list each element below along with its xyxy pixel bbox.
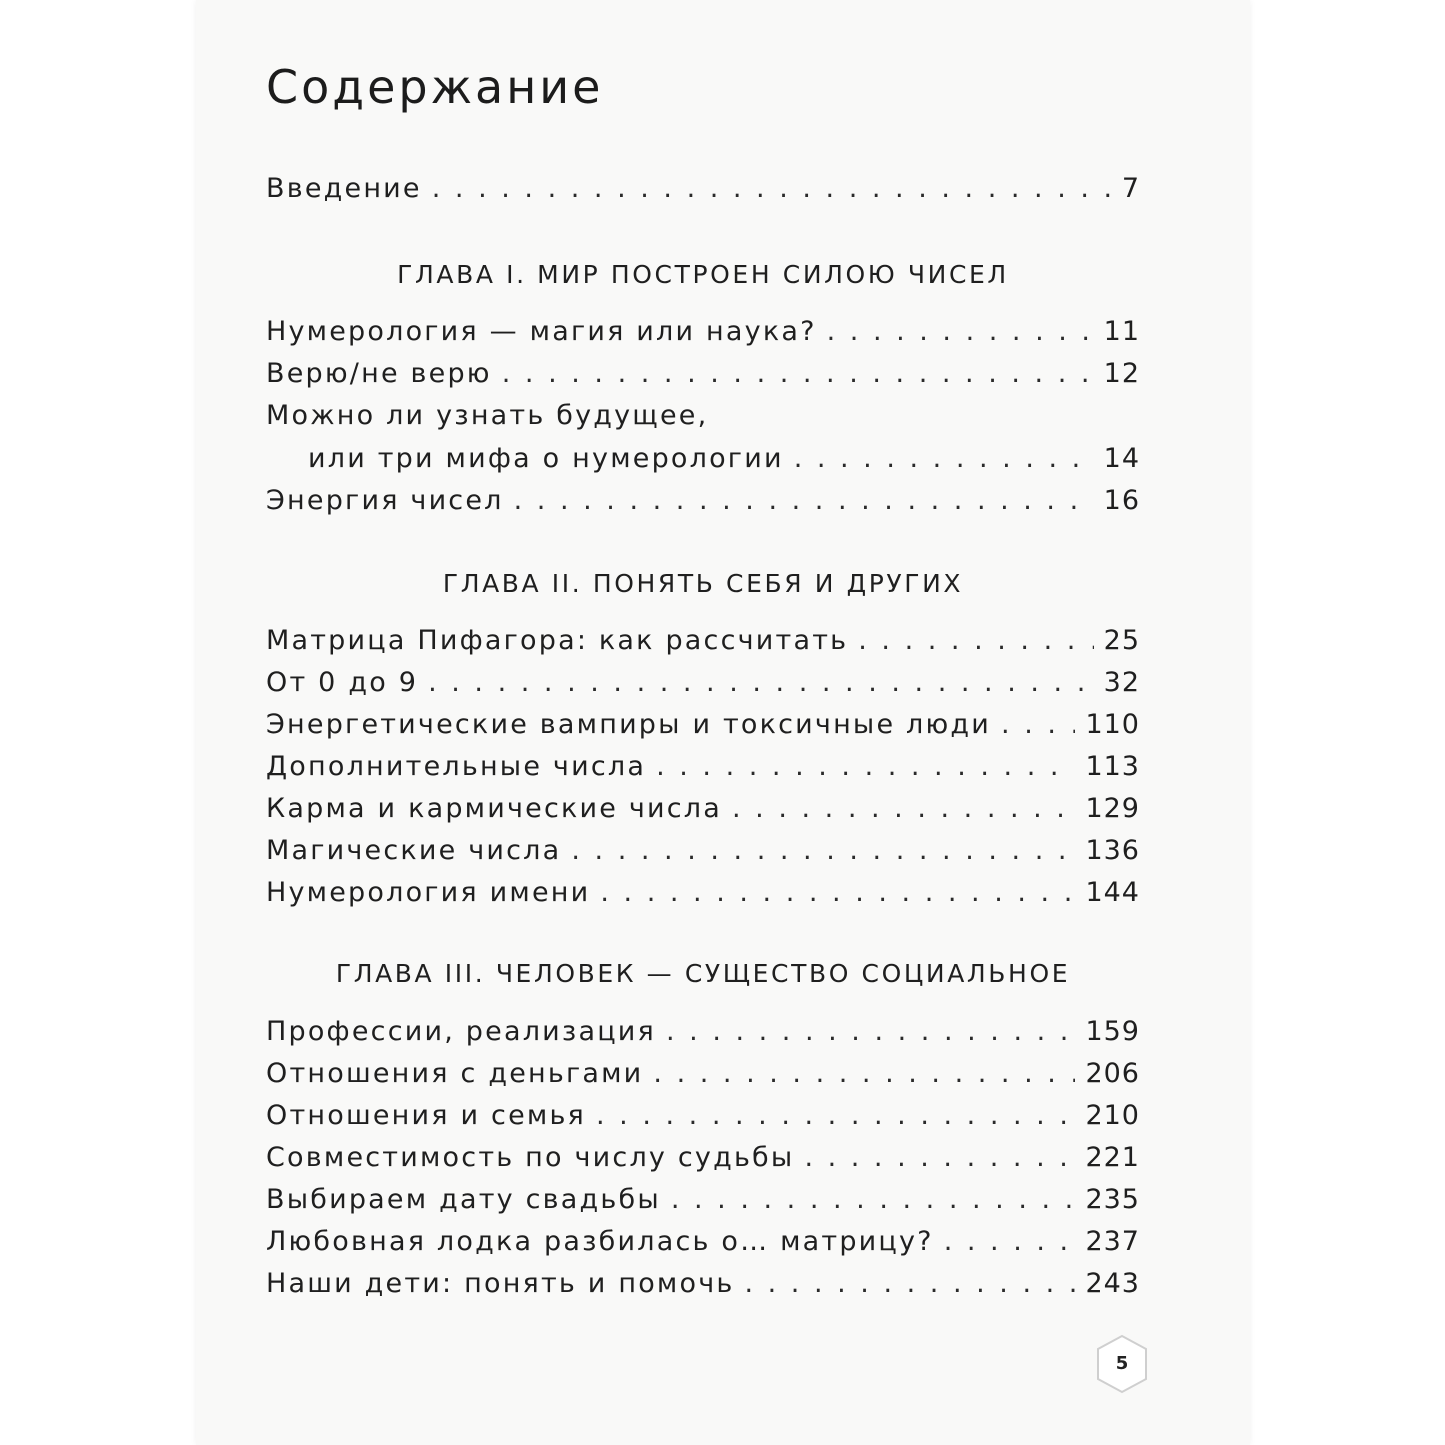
toc-entry-page: 206	[1085, 1058, 1140, 1089]
dot-leader	[944, 1226, 1076, 1257]
toc-entry-label: Магические числа	[266, 835, 562, 866]
toc-entry	[266, 1226, 1140, 1266]
toc-entry-label: От 0 до 9	[266, 667, 419, 698]
toc-entry-page: 159	[1085, 1016, 1140, 1047]
toc-entry-page: 235	[1085, 1184, 1140, 1215]
toc-entry-page: 113	[1085, 751, 1140, 782]
toc-entry	[266, 793, 1140, 833]
toc-entry-page: 129	[1085, 793, 1140, 824]
toc-entry-label: Нумерология — магия или наука?	[266, 316, 817, 347]
chapter-heading-3: ГЛАВА III. ЧЕЛОВЕК — СУЩЕСТВО СОЦИАЛЬНОЕ	[335, 959, 1071, 988]
toc-entry-page: 221	[1085, 1142, 1140, 1173]
toc-entry-label: Выбираем дату свадьбы	[266, 1184, 661, 1215]
toc-entry	[266, 400, 1140, 440]
toc-entry-label: Любовная лодка разбилась о… матрицу?	[266, 1226, 934, 1257]
dot-leader	[432, 173, 1112, 204]
toc-entry-label: Совместимость по числу судьбы	[266, 1142, 795, 1173]
toc-entry-label: Энергетические вампиры и токсичные люди	[266, 709, 992, 740]
book-page	[196, 0, 1250, 1445]
dot-leader	[744, 1268, 1075, 1299]
toc-entry-page: 237	[1085, 1226, 1140, 1257]
toc-entry	[266, 1100, 1140, 1140]
toc-entry	[266, 358, 1140, 398]
dot-leader	[656, 751, 1075, 782]
dot-leader	[858, 625, 1093, 656]
toc-entry	[266, 1184, 1140, 1224]
toc-entry-page: 210	[1085, 1100, 1140, 1131]
dot-leader	[1001, 709, 1075, 740]
toc-entry	[266, 1142, 1140, 1182]
toc-entry-page: 136	[1085, 835, 1140, 866]
toc-entry-label: Отношения с деньгами	[266, 1058, 644, 1089]
dot-leader	[732, 793, 1075, 824]
toc-entry-label: Дополнительные числа	[266, 751, 647, 782]
toc-entry-page: 12	[1103, 358, 1140, 389]
toc-entry-label: Матрица Пифагора: как рассчитать	[266, 625, 849, 656]
toc-entry-label: Можно ли узнать будущее,	[266, 400, 709, 431]
toc-entry-page: 144	[1085, 877, 1140, 908]
toc-entry	[266, 667, 1140, 707]
dot-leader	[502, 358, 1094, 389]
toc-entry-label: Профессии, реализация	[266, 1016, 656, 1047]
toc-entry	[266, 625, 1140, 665]
dot-leader	[596, 1100, 1075, 1131]
page-title: Содержание	[266, 60, 604, 114]
toc-entry-label: Наши дети: понять и помочь	[266, 1268, 735, 1299]
chapter-heading-2: ГЛАВА II. ПОНЯТЬ СЕБЯ И ДРУГИХ	[442, 569, 964, 598]
toc-entry	[266, 751, 1140, 791]
toc-entry-page: 25	[1103, 625, 1140, 656]
toc-entry	[266, 1016, 1140, 1056]
dot-leader	[804, 1142, 1075, 1173]
toc-entry-page: 7	[1121, 173, 1140, 204]
toc-entry	[266, 1058, 1140, 1098]
dot-leader	[827, 316, 1094, 347]
toc-entry	[266, 443, 1140, 483]
toc-entry	[266, 877, 1140, 917]
dot-leader	[428, 667, 1094, 698]
toc-entry-label: Верю/не верю	[266, 358, 492, 389]
toc-entry	[266, 709, 1140, 749]
dot-leader	[600, 877, 1075, 908]
page-number-badge	[1094, 1333, 1150, 1395]
page-number: 5	[1115, 1353, 1129, 1374]
toc-entry	[266, 1268, 1140, 1308]
chapter-heading-1: ГЛАВА I. МИР ПОСТРОЕН СИЛОЮ ЧИСЕЛ	[397, 260, 1009, 289]
toc-entry	[266, 316, 1140, 356]
toc-entry	[266, 835, 1140, 875]
toc-entry-page: 16	[1103, 485, 1140, 516]
toc-entry-label: или три мифа о нумерологии	[308, 443, 784, 474]
dot-leader	[571, 835, 1075, 866]
dot-leader	[514, 485, 1094, 516]
dot-leader	[653, 1058, 1075, 1089]
toc-entry-page: 32	[1103, 667, 1140, 698]
dot-leader	[666, 1016, 1075, 1047]
toc-entry-page: 14	[1103, 443, 1140, 474]
toc-entry-label: Отношения и семья	[266, 1100, 587, 1131]
toc-entry-page: 11	[1103, 316, 1140, 347]
toc-entry-page: 243	[1085, 1268, 1140, 1299]
toc-entry-page: 110	[1085, 709, 1140, 740]
dot-leader	[794, 443, 1094, 474]
toc-entry-label: Энергия чисел	[266, 485, 504, 516]
toc-entry-label: Введение	[266, 173, 422, 204]
toc-entry-label: Карма и кармические числа	[266, 793, 722, 824]
dot-leader	[671, 1184, 1076, 1215]
toc-entry	[266, 485, 1140, 525]
toc-entry-label: Нумерология имени	[266, 877, 591, 908]
toc-entry-intro	[266, 173, 1140, 213]
